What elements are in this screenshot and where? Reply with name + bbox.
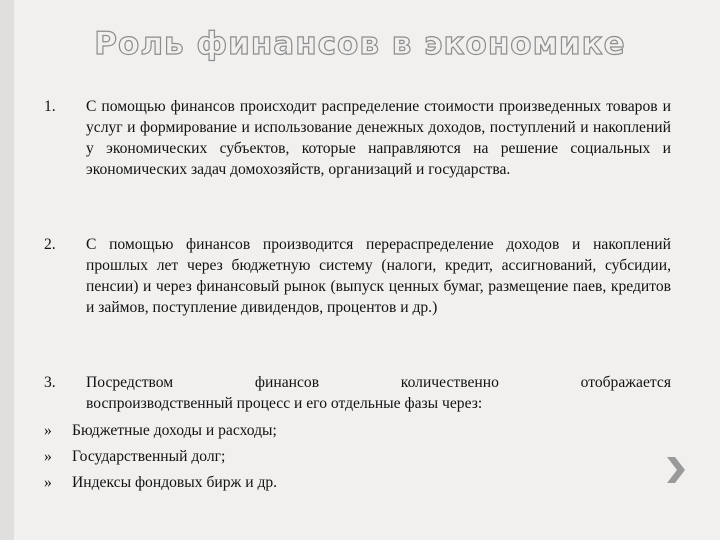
sub-list-item-text: Государственный долг; [72, 448, 226, 465]
list-item-number: 2. [44, 236, 56, 253]
bullet-icon: » [44, 448, 52, 465]
sub-list-item-text: Индексы фондовых бирж и др. [72, 474, 278, 491]
list-item-text-line-2: воспроизводственный процесс и его отдельные фазы через: [86, 395, 483, 412]
list-item-text-line-1: Посредством финансов количественно отображается [86, 374, 671, 391]
list-item-number: 3. [44, 374, 56, 391]
sub-list-item-3 [44, 472, 277, 493]
sub-list-item-1 [44, 420, 277, 441]
chevron-right-icon[interactable] [665, 455, 687, 485]
bullet-icon: » [44, 474, 52, 491]
bullet-icon: » [44, 422, 52, 439]
list-item-text: С помощью финансов происходит распределение стоимости произведенных товаров и услуг и формирование и использование денежных доходов, поступлений и накоплений у экономических субъектов, которые направляются на решение социальных и экономических задач домохозяйств, организаций и государства. [86, 98, 671, 178]
left-decorative-bar [0, 0, 14, 540]
sub-list-item-2 [44, 446, 225, 467]
list-item-text: С помощью финансов производится перераспределение доходов и накоплений прошлых лет через бюджетную систему (налоги, кредит, ассигнований, субсидии, пенсии) и через финансовый рынок (выпуск ценных бумаг, размещение паев, кредитов и займов, поступление дивидендов, процентов и др.) [86, 236, 671, 316]
list-item-number: 1. [44, 98, 56, 115]
slide-title: Роль финансов в экономике [94, 26, 626, 62]
sub-list-item-text: Бюджетные доходы и расходы; [72, 422, 277, 439]
